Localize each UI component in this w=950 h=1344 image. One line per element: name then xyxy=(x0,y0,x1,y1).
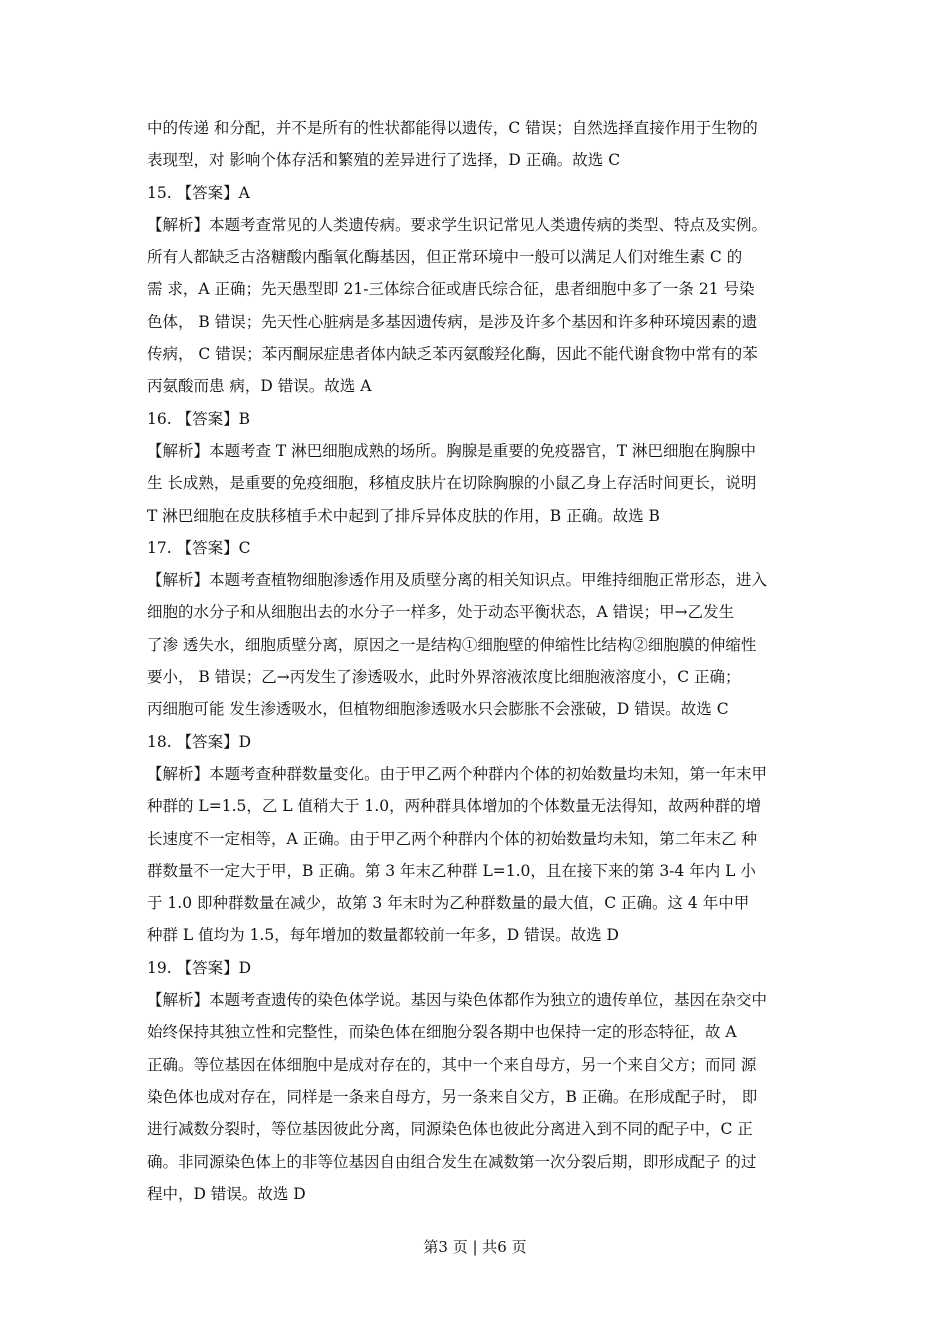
text-line: 要小， B 错误；乙→丙发生了渗透吸水，此时外界溶液浓度比细胞液溶度小，C 正确； xyxy=(147,668,741,687)
text-line: 群数量不一定大于甲，B 正确。第 3 年末乙种群 L=1.0，且在接下来的第 3-4 年内 L 小 xyxy=(147,861,756,880)
text-line: 丙氨酸而患 病，D 错误。故选 A xyxy=(147,377,372,396)
text-line: 15. 【答案】A xyxy=(147,183,250,202)
text-line: 【解析】本题考查遗传的染色体学说。基因与染色体都作为独立的遗传单位，基因在杂交中 xyxy=(147,991,768,1010)
text-line: 丙细胞可能 发生渗透吸水，但植物细胞渗透吸水只会膨胀不会涨破，D 错误。故选 C xyxy=(147,700,729,719)
text-line: 始终保持其独立性和完整性，而染色体在细胞分裂各期中也保持一定的形态特征，故 A xyxy=(147,1023,737,1042)
text-line: 进行减数分裂时，等位基因彼此分离，同源染色体也彼此分离进入到不同的配子中，C 正 xyxy=(147,1120,753,1139)
text-line: 16. 【答案】B xyxy=(147,409,250,428)
text-line: 18. 【答案】D xyxy=(147,732,252,751)
text-line: 【解析】本题考查 T 淋巴细胞成熟的场所。胸腺是重要的免疫器官，T 淋巴细胞在胸腺中 xyxy=(147,441,756,460)
text-line: 表现型，对 影响个体存活和繁殖的差异进行了选择，D 正确。故选 C xyxy=(147,151,621,170)
page-footer: 第3 页 | 共6 页 xyxy=(423,1238,527,1256)
text-line: 中的传递 和分配，并不是所有的性状都能得以遗传，C 错误；自然选择直接作用于生物的 xyxy=(147,119,758,137)
text-line: 种群的 L=1.5，乙 L 值稍大于 1.0，两种群具体增加的个体数量无法得知，故两种群的增 xyxy=(147,797,762,816)
text-line: 生 长成熟，是重要的免疫细胞，移植皮肤片在切除胸腺的小鼠乙身上存活时间更长，说明 xyxy=(147,474,757,493)
text-line: 色体， B 错误；先天性心脏病是多基因遗传病，是涉及许多个基因和许多种环境因素的遗 xyxy=(147,312,758,331)
text-line: 正确。等位基因在体细胞中是成对存在的，其中一个来自母方，另一个来自父方；而同 源 xyxy=(147,1055,757,1074)
text-line: 程中，D 错误。故选 D xyxy=(147,1184,306,1203)
text-line: 于 1.0 即种群数量在减少，故第 3 年末时为乙种群数量的最大值，C 正确。这 4 年中甲 xyxy=(147,894,750,913)
text-line: 长速度不一定相等，A 正确。由于甲乙两个种群内个体的初始数量均未知，第二年末乙 种 xyxy=(147,829,758,848)
text-line: 19. 【答案】D xyxy=(147,958,252,977)
text-line: 确。非同源染色体上的非等位基因自由组合发生在减数第一次分裂后期，即形成配子 的过 xyxy=(147,1152,757,1171)
text-line: 17. 【答案】C xyxy=(147,538,251,557)
text-line: 细胞的水分子和从细胞出去的水分子一样多，处于动态平衡状态，A 错误；甲→乙发生 xyxy=(147,603,735,622)
text-line: 【解析】本题考查常见的人类遗传病。要求学生识记常见人类遗传病的类型、特点及实例。 xyxy=(147,215,768,234)
text-line: 传病， C 错误；苯丙酮尿症患者体内缺乏苯丙氨酸羟化酶，因此不能代谢食物中常有的苯 xyxy=(147,345,758,364)
text-line: 需 求，A 正确；先天愚型即 21-三体综合征或唐氏综合征，患者细胞中多了一条 21 号染 xyxy=(147,280,755,299)
text-line: T 淋巴细胞在皮肤移植手术中起到了排斥异体皮肤的作用，B 正确。故选 B xyxy=(147,506,660,525)
text-line: 所有人都缺乏古洛糖酸内酯氧化酶基因，但正常环境中一般可以满足人们对维生素 C 的 xyxy=(147,248,743,267)
text-line: 【解析】本题考查植物细胞渗透作用及质壁分离的相关知识点。甲维持细胞正常形态，进入 xyxy=(147,571,768,590)
text-line: 染色体也成对存在，同样是一条来自母方，另一条来自父方，B 正确。在形成配子时， 即 xyxy=(147,1087,758,1106)
text-line: 了渗 透失水，细胞质壁分离，原因之一是结构①细胞壁的伸缩性比结构②细胞膜的伸缩性 xyxy=(147,635,757,654)
text-line: 【解析】本题考查种群数量变化。由于甲乙两个种群内个体的初始数量均未知，第一年末甲 xyxy=(147,764,768,783)
text-line: 种群 L 值均为 1.5，每年增加的数量都较前一年多，D 错误。故选 D xyxy=(147,926,619,945)
answer-text-body xyxy=(147,112,812,1210)
